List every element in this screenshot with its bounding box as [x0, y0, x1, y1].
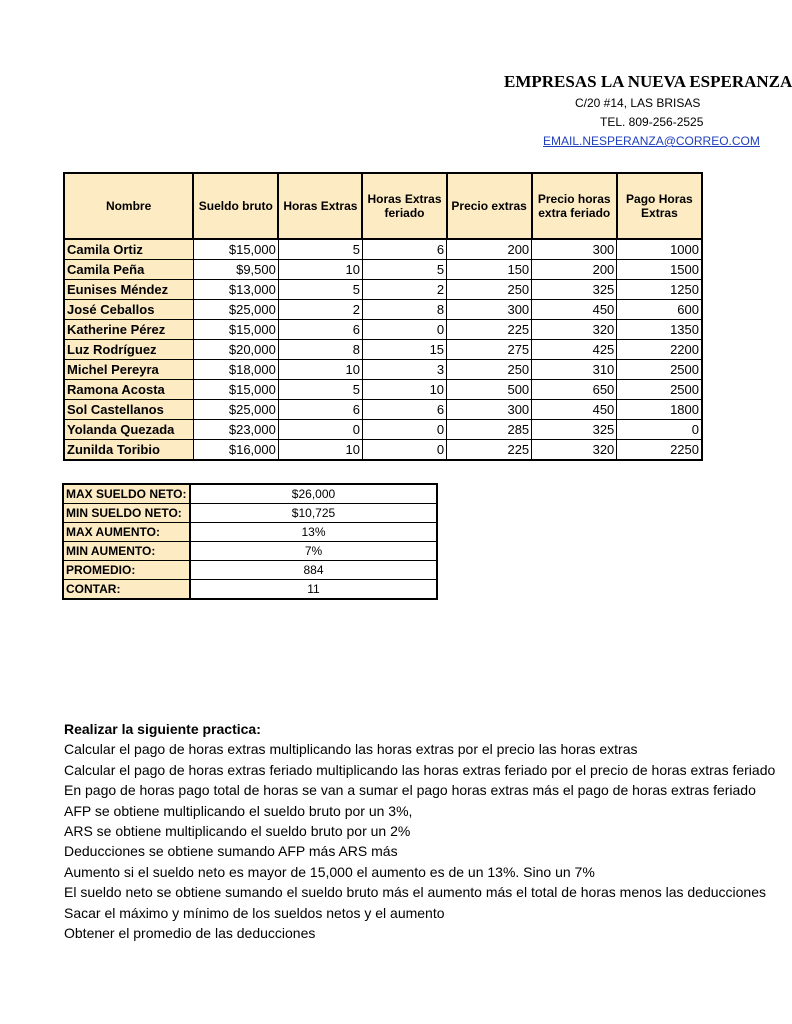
- instruction-line: Aumento si el sueldo neto es mayor de 15,000 el aumento es de un 13%. Sino un 7%: [64, 863, 595, 880]
- employee-name-cell[interactable]: Yolanda Quezada: [64, 420, 193, 440]
- table-cell[interactable]: 6: [278, 400, 362, 420]
- table-cell[interactable]: 1500: [617, 260, 702, 280]
- table-header-row: [64, 173, 702, 239]
- table-cell[interactable]: 310: [532, 360, 617, 380]
- table-cell[interactable]: 10: [278, 440, 362, 461]
- header-nombre[interactable]: Nombre: [64, 173, 193, 239]
- summary-label-cell[interactable]: MAX SUELDO NETO:: [63, 484, 190, 504]
- instruction-line: En pago de horas pago total de horas se van a sumar el pago horas extras más el pago de horas extras feriado: [64, 782, 756, 799]
- table-cell[interactable]: 300: [447, 300, 532, 320]
- instruction-line: Deducciones se obtiene sumando AFP más ARS más: [64, 843, 398, 860]
- company-address: C/20 #14, LAS BRISAS: [575, 96, 701, 110]
- table-cell[interactable]: $15,000: [193, 380, 278, 400]
- employee-name-cell[interactable]: Ramona Acosta: [64, 380, 193, 400]
- summary-label-cell[interactable]: PROMEDIO:: [63, 561, 190, 580]
- instruction-line: El sueldo neto se obtiene sumando el sueldo bruto más el aumento más el total de horas menos las deducciones: [64, 884, 766, 901]
- table-row: [64, 360, 702, 380]
- table-cell[interactable]: 0: [362, 320, 446, 340]
- summary-label-cell[interactable]: MIN AUMENTO:: [63, 542, 190, 561]
- company-email-link[interactable]: EMAIL.NESPERANZA@CORREO.COM: [543, 134, 760, 148]
- table-cell[interactable]: 2200: [617, 340, 702, 360]
- header-horas-extras-feriado[interactable]: Horas Extras feriado: [362, 173, 446, 239]
- instruction-line: AFP se obtiene multiplicando el sueldo bruto por un 3%,: [64, 802, 413, 819]
- instructions-title: Realizar la siguiente practica:: [64, 721, 261, 737]
- employee-name-cell[interactable]: Camila Peña: [64, 260, 193, 280]
- table-cell[interactable]: $20,000: [193, 340, 278, 360]
- table-cell[interactable]: $13,000: [193, 280, 278, 300]
- table-cell[interactable]: 1250: [617, 280, 702, 300]
- company-name: EMPRESAS LA NUEVA ESPERANZA: [504, 72, 792, 91]
- table-cell[interactable]: $16,000: [193, 440, 278, 461]
- header-precio-extras[interactable]: Precio extras: [447, 173, 532, 239]
- table-cell[interactable]: $23,000: [193, 420, 278, 440]
- table-cell[interactable]: 2500: [617, 360, 702, 380]
- table-cell[interactable]: 6: [362, 400, 446, 420]
- table-row: [64, 280, 702, 300]
- table-cell[interactable]: 5: [362, 260, 446, 280]
- employee-name-cell[interactable]: José Ceballos: [64, 300, 193, 320]
- table-cell[interactable]: 300: [532, 239, 617, 260]
- table-cell[interactable]: 1350: [617, 320, 702, 340]
- table-row: [64, 380, 702, 400]
- employee-name-cell[interactable]: Katherine Pérez: [64, 320, 193, 340]
- summary-label-cell[interactable]: CONTAR:: [63, 580, 190, 600]
- table-cell[interactable]: 6: [362, 239, 446, 260]
- summary-value-cell[interactable]: $26,000: [190, 484, 437, 504]
- table-cell[interactable]: 500: [447, 380, 532, 400]
- summary-row: [63, 484, 437, 504]
- header-precio-horas-extra-feriado[interactable]: Precio horas extra feriado: [532, 173, 617, 239]
- instruction-line: ARS se obtiene multiplicando el sueldo bruto por un 2%: [64, 823, 411, 840]
- table-cell[interactable]: 200: [447, 239, 532, 260]
- table-row: [64, 320, 702, 340]
- table-cell[interactable]: 0: [278, 420, 362, 440]
- table-cell[interactable]: 5: [278, 239, 362, 260]
- table-cell[interactable]: 0: [362, 440, 446, 461]
- table-cell[interactable]: 5: [278, 380, 362, 400]
- table-row: [64, 400, 702, 420]
- table-cell[interactable]: 8: [362, 300, 446, 320]
- table-cell[interactable]: 1800: [617, 400, 702, 420]
- table-cell[interactable]: $25,000: [193, 300, 278, 320]
- table-cell[interactable]: 150: [447, 260, 532, 280]
- summary-row: [63, 504, 437, 523]
- table-cell[interactable]: 2: [278, 300, 362, 320]
- table-cell[interactable]: 285: [447, 420, 532, 440]
- summary-row: [63, 523, 437, 542]
- table-cell[interactable]: 600: [617, 300, 702, 320]
- table-cell[interactable]: $18,000: [193, 360, 278, 380]
- employee-name-cell[interactable]: Michel Pereyra: [64, 360, 193, 380]
- table-cell[interactable]: $25,000: [193, 400, 278, 420]
- instruction-line: Calcular el pago de horas extras multiplicando las horas extras por el precio las horas extras: [64, 741, 638, 758]
- summary-value-cell[interactable]: 884: [190, 561, 437, 580]
- table-row: [64, 340, 702, 360]
- table-cell[interactable]: 200: [532, 260, 617, 280]
- table-row: [64, 420, 702, 440]
- header-sueldo-bruto[interactable]: Sueldo bruto: [193, 173, 278, 239]
- table-cell[interactable]: 225: [447, 320, 532, 340]
- table-cell[interactable]: $15,000: [193, 320, 278, 340]
- summary-value-cell[interactable]: 11: [190, 580, 437, 600]
- table-row: [64, 440, 702, 461]
- table-cell[interactable]: 450: [532, 300, 617, 320]
- employee-name-cell[interactable]: Camila Ortiz: [64, 239, 193, 260]
- table-row: [64, 239, 702, 260]
- table-cell[interactable]: 15: [362, 340, 446, 360]
- table-cell[interactable]: 650: [532, 380, 617, 400]
- table-cell[interactable]: 325: [532, 420, 617, 440]
- table-row: [64, 260, 702, 280]
- header-pago-horas-extras[interactable]: Pago Horas Extras: [617, 173, 702, 239]
- employee-name-cell[interactable]: Eunises Méndez: [64, 280, 193, 300]
- table-row: [64, 300, 702, 320]
- summary-label-cell[interactable]: MIN SUELDO NETO:: [63, 504, 190, 523]
- table-cell[interactable]: $15,000: [193, 239, 278, 260]
- summary-row: [63, 542, 437, 561]
- employee-name-cell[interactable]: Sol Castellanos: [64, 400, 193, 420]
- table-cell[interactable]: 1000: [617, 239, 702, 260]
- table-cell[interactable]: 0: [362, 420, 446, 440]
- table-cell[interactable]: 425: [532, 340, 617, 360]
- table-cell[interactable]: 8: [278, 340, 362, 360]
- summary-value-cell[interactable]: 13%: [190, 523, 437, 542]
- table-cell[interactable]: 450: [532, 400, 617, 420]
- summary-row: [63, 580, 437, 600]
- instruction-line: Sacar el máximo y mínimo de los sueldos netos y el aumento: [64, 904, 445, 921]
- table-cell[interactable]: 275: [447, 340, 532, 360]
- table-cell[interactable]: 6: [278, 320, 362, 340]
- summary-row: [63, 561, 437, 580]
- table-cell[interactable]: 2: [362, 280, 446, 300]
- table-cell[interactable]: 320: [532, 320, 617, 340]
- table-cell[interactable]: 10: [278, 360, 362, 380]
- employee-name-cell[interactable]: Zunilda Toribio: [64, 440, 193, 461]
- company-phone: TEL. 809-256-2525: [600, 115, 704, 129]
- employee-name-cell[interactable]: Luz Rodríguez: [64, 340, 193, 360]
- table-cell[interactable]: 10: [278, 260, 362, 280]
- instructions-block: [64, 719, 775, 943]
- table-cell[interactable]: 10: [362, 380, 446, 400]
- header-horas-extras[interactable]: Horas Extras: [278, 173, 362, 239]
- table-cell[interactable]: 250: [447, 280, 532, 300]
- table-cell[interactable]: 5: [278, 280, 362, 300]
- table-cell[interactable]: 3: [362, 360, 446, 380]
- table-cell[interactable]: 2250: [617, 440, 702, 461]
- summary-value-cell[interactable]: $10,725: [190, 504, 437, 523]
- table-cell[interactable]: 2500: [617, 380, 702, 400]
- summary-label-cell[interactable]: MAX AUMENTO:: [63, 523, 190, 542]
- summary-table: [62, 483, 438, 600]
- table-cell[interactable]: $9,500: [193, 260, 278, 280]
- table-cell[interactable]: 320: [532, 440, 617, 461]
- instruction-line: Obtener el promedio de las deducciones: [64, 925, 316, 942]
- table-cell[interactable]: 225: [447, 440, 532, 461]
- table-cell[interactable]: 0: [617, 420, 702, 440]
- instruction-line: Calcular el pago de horas extras feriado multiplicando las horas extras feriado por el precio de horas extras feriado: [64, 761, 776, 778]
- table-cell[interactable]: 325: [532, 280, 617, 300]
- table-cell[interactable]: 250: [447, 360, 532, 380]
- summary-value-cell[interactable]: 7%: [190, 542, 437, 561]
- table-cell[interactable]: 300: [447, 400, 532, 420]
- payroll-table: [63, 172, 703, 461]
